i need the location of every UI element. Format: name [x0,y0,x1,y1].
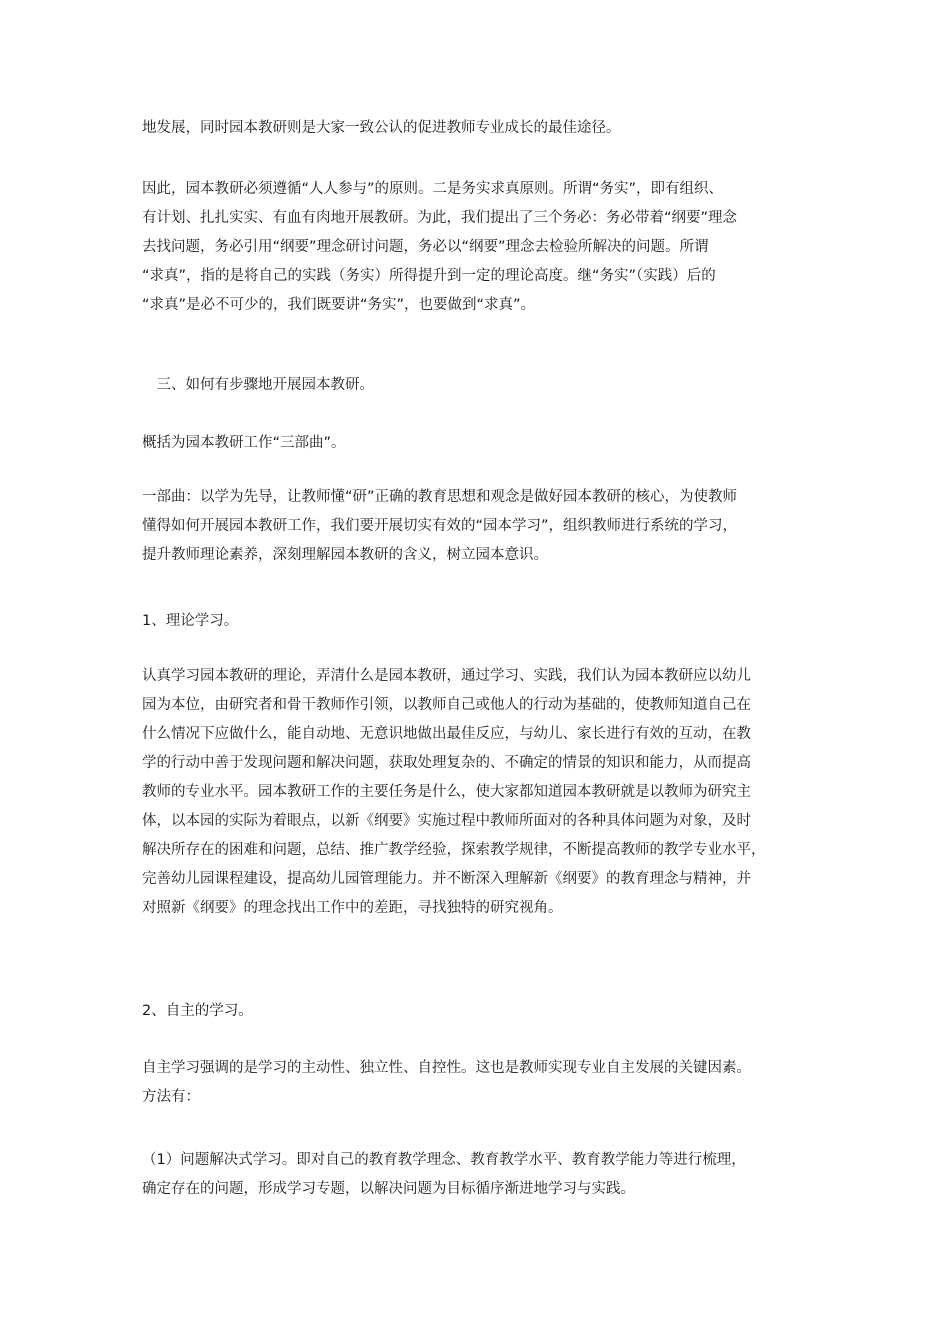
paragraph-pragmatic-principle [142,175,822,320]
text-line: 去找问题，务必引用“纲要”理念研讨问题，务必以“纲要”理念去检验所解决的问题。所谓 [142,239,709,255]
text-line: “求真”，指的是将自己的实践（务实）所得提升到一定的理论高度。继“务实”（实践）后的 [142,268,716,284]
paragraph-theory-study [142,662,822,923]
text-line: 提升教师理论素养，深刻理解园本教研的含义，树立园本意识。 [142,547,548,563]
text-line: 懂得如何开展园本教研工作，我们要开展切实有效的“园本学习”，组织教师进行系统的学习， [142,518,738,534]
text-line: 1、理论学习。 [142,613,239,629]
text-line: 完善幼儿园课程建设，提高幼儿园管理能力。并不断深入理解新《纲要》的教育理念与精神，并 [142,871,751,887]
paragraph-intro-continuation [142,114,822,143]
text-line: 体，以本园的实际为着眼点，以新《纲要》实施过程中教师所面对的各种具体问题为对象，及时 [142,813,751,829]
section-heading-three [142,371,822,400]
text-line: 园为本位，由研究者和骨干教师作引领，以教师自己或他人的行动为基础的，使教师知道自己在 [142,697,751,713]
text-line: 什么情况下应做什么，能自动地、无意识地做出最佳反应，与幼儿、家长进行有效的互动，在教 [142,726,751,742]
text-line: 因此，园本教研必须遵循“人人参与”的原则。二是务实求真原则。所谓“务实”，即有组织、 [142,181,724,197]
text-line: （1）问题解决式学习。即对自己的教育教学理念、教育教学水平、教育教学能力等进行梳理， [142,1152,746,1168]
paragraph-self-directed-study [142,1054,822,1112]
text-line: 学的行动中善于发现问题和解决问题，获取处理复杂的、不确定的情景的知识和能力，从而提高 [142,755,751,771]
paragraph-problem-solving-study [142,1146,822,1204]
text-line: 方法有： [142,1089,200,1105]
text-line: 有计划、扎扎实实、有血有肉地开展教研。为此，我们提出了三个务必：务必带着“纲要”理念 [142,210,738,226]
text-line: 一部曲：以学为先导，让教师懂“研”正确的教育思想和观念是做好园本教研的核心，为使教师 [142,489,738,505]
paragraph-first-movement [142,483,822,570]
text-line: 认真学习园本教研的理论，弄清什么是园本教研，通过学习、实践，我们认为园本教研应以幼儿 [142,668,751,684]
subheading-theory-study [142,607,822,636]
text-line: 自主学习强调的是学习的主动性、独立性、自控性。这也是教师实现专业自主发展的关键因素。 [142,1060,751,1076]
text-line: 确定存在的问题，形成学习专题，以解决问题为目标循序渐进地学习与实践。 [142,1181,635,1197]
text-line: 概括为园本教研工作“三部曲”。 [142,435,346,451]
text-line: 对照新《纲要》的理念找出工作中的差距，寻找独特的研究视角。 [142,900,563,916]
text-line: 地发展，同时园本教研则是大家一致公认的促进教师专业成长的最佳途径。 [142,120,621,136]
text-line: 三、如何有步骤地开展园本教研。 [142,377,374,393]
paragraph-summary [142,429,822,458]
text-line: “求真”是必不可少的，我们既要讲“务实”，也要做到“求真”。 [142,297,536,313]
text-line: 2、自主的学习。 [142,1003,253,1019]
text-line: 教师的专业水平。园本教研工作的主要任务是什么，使大家都知道园本教研就是以教师为研究主 [142,784,751,800]
text-line: 解决所存在的困难和问题，总结、推广教学经验，探索教学规律，不断提高教师的教学专业水平， [142,842,766,858]
subheading-self-directed-study [142,997,822,1026]
